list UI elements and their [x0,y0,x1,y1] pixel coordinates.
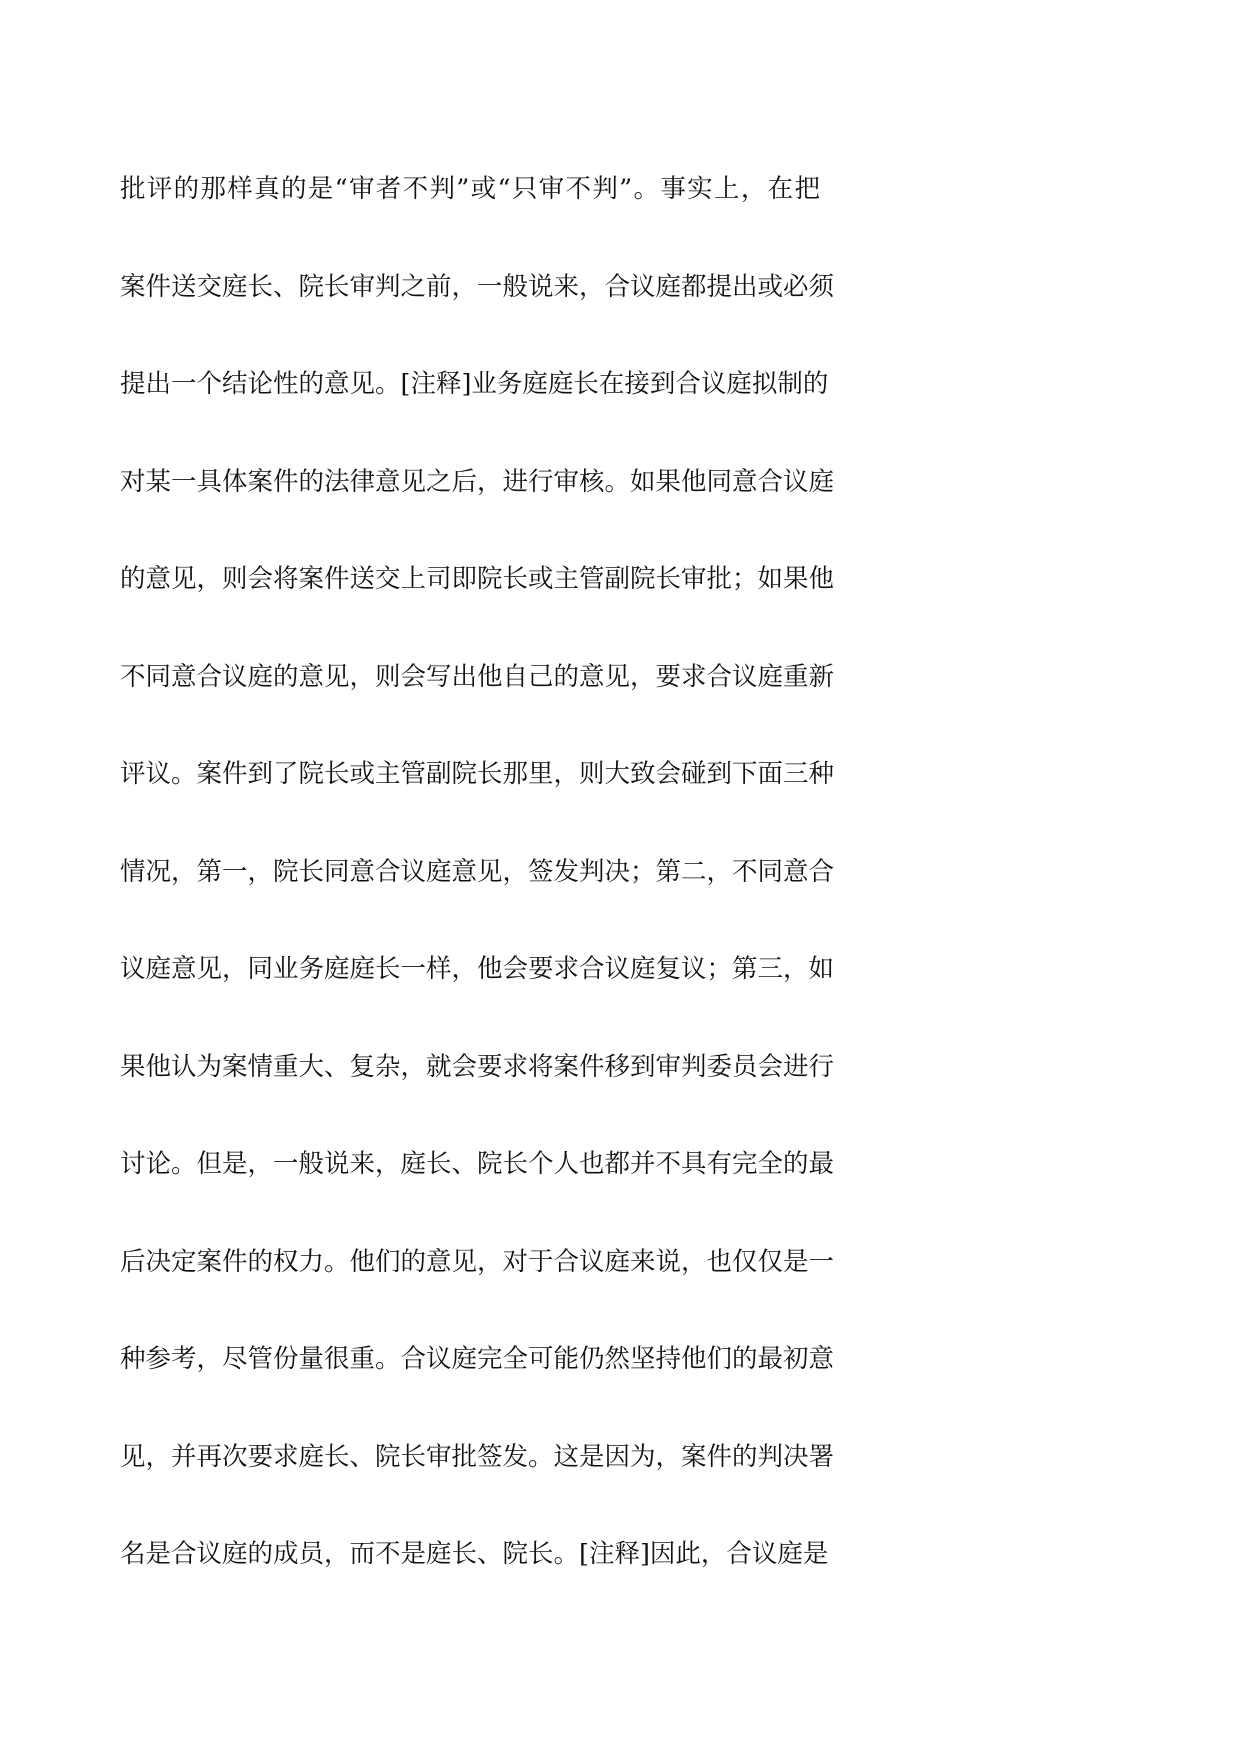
text-line: 提出一个结论性的意见。[注释]业务庭庭长在接到合议庭拟制的 [120,369,829,399]
text-line: 案件送交庭长、院长审判之前，一般说来，合议庭都提出或必须 [120,271,835,302]
text-line: 评议。案件到了院长或主管副院长那里，则大致会碰到下面三种 [120,759,835,789]
body-text [120,168,835,1631]
text-line: 种参考，尽管份量很重。合议庭完全可能仍然坚持他们的最初意 [120,1344,835,1374]
text-line: 讨论。但是，一般说来，庭长、院长个人也都并不具有完全的最 [120,1149,835,1179]
text-line: 情况，第一，院长同意合议庭意见，签发判决；第二，不同意合 [120,856,835,887]
text-line: 议庭意见，同业务庭庭长一样，他会要求合议庭复议；第三，如 [120,954,835,984]
text-line: 批评的那样真的是“审者不判”或“只审不判”。事实上，在把 [120,174,820,204]
text-line: 名是合议庭的成员，而不是庭长、院长。[注释]因此，合议庭是 [120,1539,829,1569]
text-line: 对某一具体案件的法律意见之后，进行审核。如果他同意合议庭 [120,466,835,497]
text-line: 果他认为案情重大、复杂，就会要求将案件移到审判委员会进行 [120,1051,835,1082]
text-line: 的意见，则会将案件送交上司即院长或主管副院长审批；如果他 [120,564,835,594]
text-line: 后决定案件的权力。他们的意见，对于合议庭来说，也仅仅是一 [120,1246,835,1277]
text-line: 见，并再次要求庭长、院长审批签发。这是因为，案件的判决署 [120,1441,835,1472]
text-line: 不同意合议庭的意见，则会写出他自己的意见，要求合议庭重新 [120,661,835,692]
